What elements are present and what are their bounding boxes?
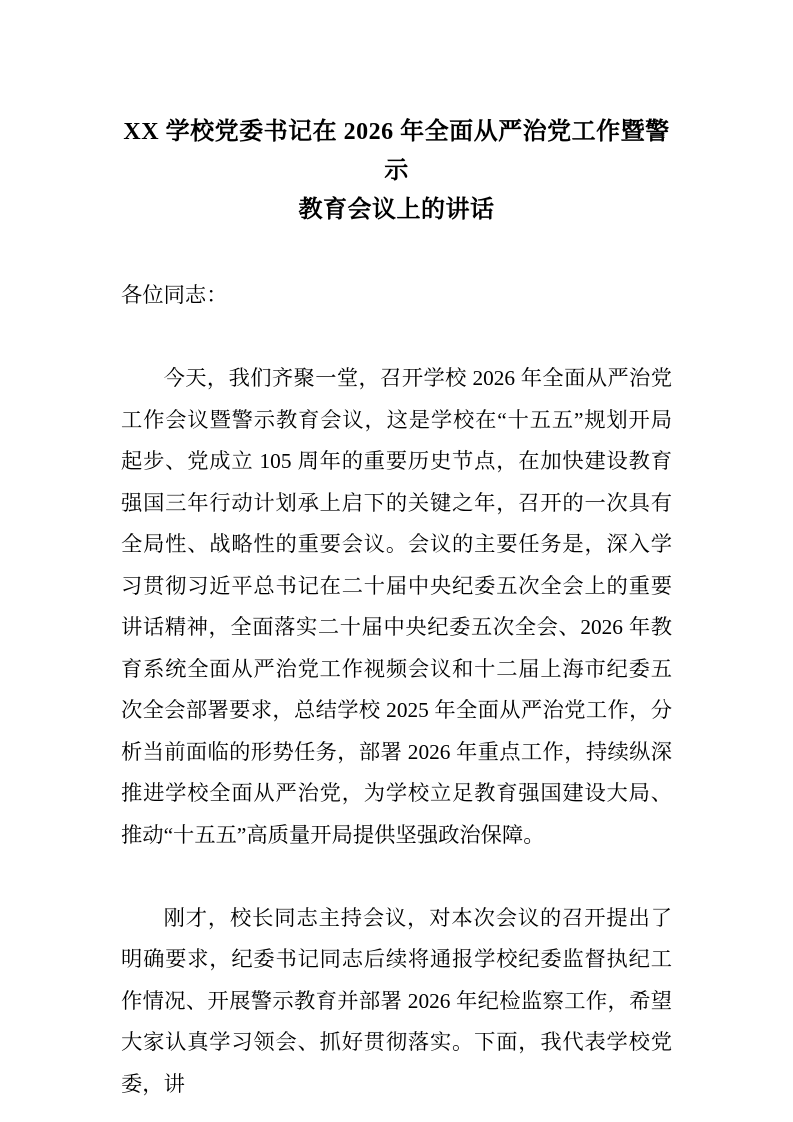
document-title-line-2: 教育会议上的讲话 [298, 197, 495, 224]
paragraph-1: 今天，我们齐聚一堂，召开学校 2026 年全面从严治党工作会议暨警示教育会议，这是学校在“十五五”规划开局起步、党成立 105 周年的重要历史节点，在加快建设教育强国三年行动计划承上启下的关键之年，召开的一次具有全局性、战略性的重要会议。会议的主要任务是，深入学习贯彻习近平总书记在二十届中央纪委五次全会上的重要讲话精神，全面落实二十届中央纪委五次全会、2026 年教育系统全面从严治党工作视频会议和十二届上海市纪委五次全会部署要求，总结学校 2025 年全面从严治党工作，分析当前面临的形势任务，部署 2026 年重点工作，持续纵深推进学校全面从严治党，为学校立足教育强国建设大局、推动“十五五”高质量开局提供坚强政治保障。 [121, 366, 672, 847]
paragraph-2: 刚才，校长同志主持会议，对本次会议的召开提出了明确要求，纪委书记同志后续将通报学校纪委监督执纪工作情况、开展警示教育并部署 2026 年纪检监察工作，希望大家认真学习领会、抓好贯彻落实。下面，我代表学校党委，讲 [121, 905, 672, 1096]
document-title-line-1: XX 学校党委书记在 2026 年全面从严治党工作暨警示 [123, 119, 670, 185]
salutation: 各位同志： [121, 283, 228, 308]
document-title [121, 113, 672, 230]
document-body [121, 275, 672, 1105]
